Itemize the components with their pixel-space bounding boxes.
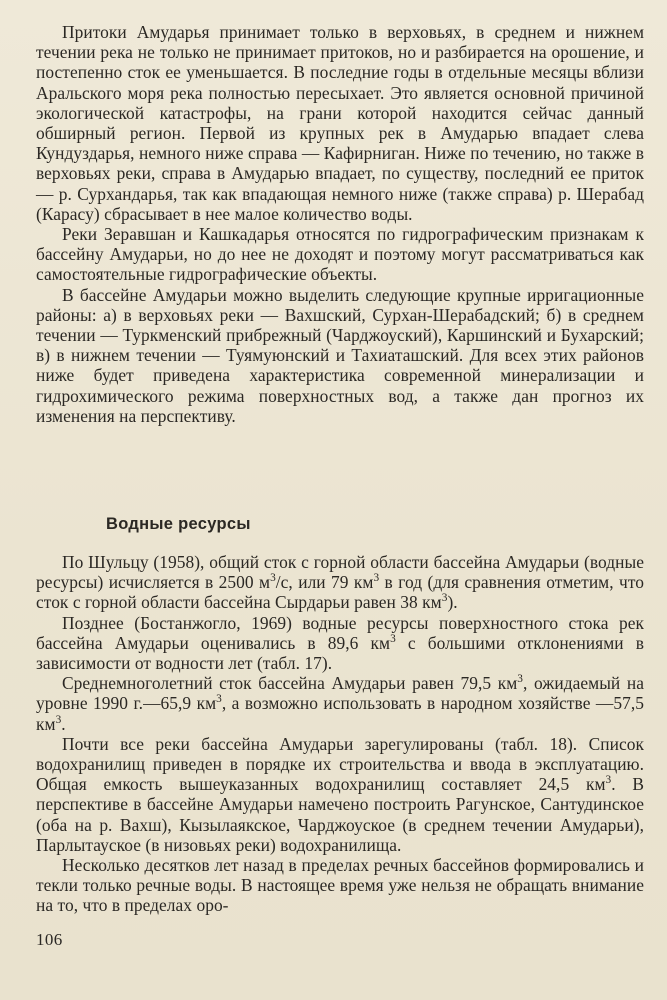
section-heading: Водные ресурсы <box>106 515 251 533</box>
paragraph-irrigation-regions: В бассейне Амударьи можно выделить следующие крупные ирригационные районы: а) в верховьях реки — Вахшский, Сурхан-Шерабадский; б) в среднем течении — Туркменский прибрежный (Чарджоуский), Каршинский и Бухарский; в) в нижнем течении — Туямуюнский и Тахиаташский. Для всех этих районов ниже будет приведена характеристика современной минерализации и гидрохимического режима поверхностных вод, а также дан прогноз их изменения на перспективу. <box>36 284 644 426</box>
paragraph-mean-runoff: Среднемноголетний сток бассейна Амударьи равен 79,5 $км^3$, ожидаемый на уровне 1990 г.—65,9 $км^3$, а возможно использовать в народном хозяйстве —57,5 $км^3$. <box>36 673 644 734</box>
paragraph-bostanzhoglo: Позднее (Бостанжогло, 1969) водные ресурсы поверхностного стока рек бассейна Амударьи оценивались в 89,6 $км^3$ с большими отклонениями в зависимости от водности лет (табл. 17). <box>36 612 644 674</box>
text-column-upper <box>36 22 644 426</box>
page-number: 106 <box>36 930 63 949</box>
paragraph-schultz: По Шульцу (1958), общий сток с горной области бассейна Амударьи (водные ресурсы) исчисляется в 2500 $м^3/с$, или 79 $км^3$ в год (для сравнения отметим, что сток с горной области бассейна Сырдарьи равен 38 $км^3$). <box>36 552 644 613</box>
paragraph-reservoirs: Почти все реки бассейна Амударьи зарегулированы (табл. 18). Список водохранилищ приведен в порядке их строительства и ввода в эксплуатацию. Общая емкость вышеуказанных водохранилищ составляет 24,5 $км^3$. В перспективе в бассейне Амударьи намечено построить Рагунское, Сантудинское (оба на р. Вахш), Кызылаякское, Чарджоуское (в среднем течении Амударьи), Парлытауское (в низовьях реки) водохранилища. <box>36 733 644 855</box>
paragraph-river-waters: Несколько десятков лет назад в пределах речных бассейнов формировались и текли только речные воды. В настоящее время уже нельзя не обращать внимание на то, что в пределах оро- <box>36 855 644 916</box>
paragraph-tributaries: Притоки Амударья принимает только в верховьях, в среднем и нижнем течении река не только не принимает притоков, но и разбирается на орошение, и постепенно сток ее уменьшается. В последние годы в отдельные месяцы вблизи Аральского моря река полностью пересыхает. Это является основной причиной экологической катастрофы, на грани которой находится сейчас данный обширный регион. Первой из крупных рек в Амударью впадает слева Кундуздарья, немного ниже справа — Кафирниган. Ниже по течению, но также в верховьях реки, справа в Амударью впадает, по существу, последний ее приток — р. Сурхандарья, так как впадающая немного ниже (также справа) р. Шерабад (Карасу) сбрасывает в нее малое количество воды. <box>36 22 644 224</box>
text-column-lower <box>36 552 644 916</box>
paragraph-zeravshan-kashkadarya: Реки Зеравшан и Кашкадарья относятся по гидрографическим признакам к бассейну Амударьи, но до нее не доходят и поэтому могут рассматриваться как самостоятельные гидрографические объекты. <box>36 224 644 285</box>
